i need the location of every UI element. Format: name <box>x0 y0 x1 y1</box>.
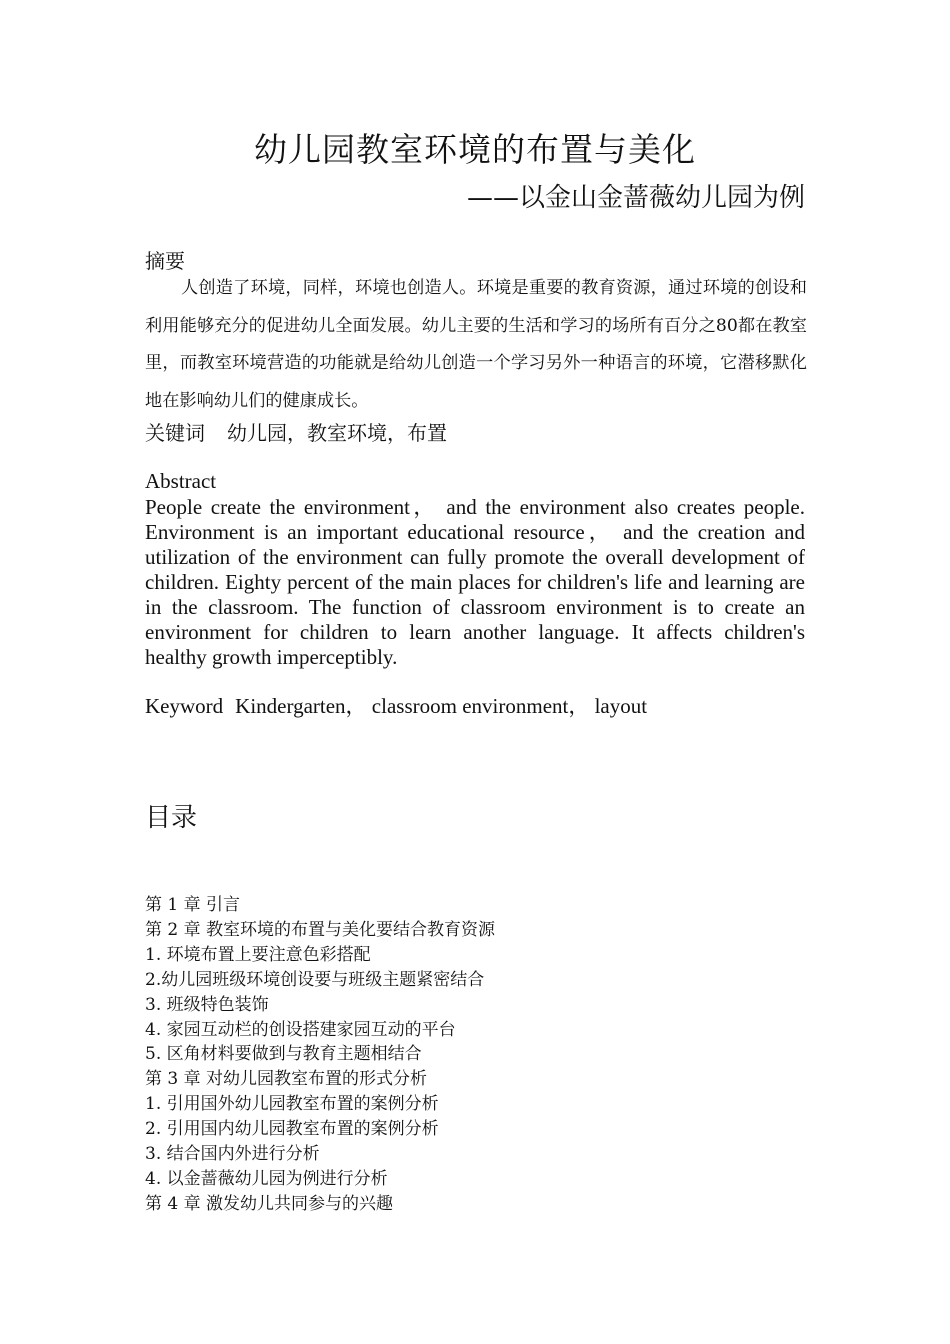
toc-item[interactable]: 2.幼儿园班级环境创设要与班级主题紧密结合 <box>145 969 485 990</box>
document-subtitle: ——以金山金蔷薇幼儿园为例 <box>466 183 805 213</box>
toc-item[interactable]: 第 1 章 引言 <box>145 895 241 915</box>
toc-item[interactable]: 2. 引用国内幼儿园教室布置的案例分析 <box>145 1119 439 1140</box>
abstract-en-body: People create the environment， and the environment also creates people. Environment is an important educational resource， and the creation and utilization of the environment can fully promote the overall development of children. Eighty percent of the main places for children's life and learning are in the classroom. The function of classroom environment is to create an environment for children to learn another language. It affects children's healthy growth imperceptibly. <box>145 495 805 669</box>
table-of-contents <box>145 893 785 1217</box>
keywords-en <box>145 694 659 719</box>
abstract-cn-body: 人创造了环境，同样，环境也创造人。环境是重要的教育资源，通过环境的创设和利用能够充分的促进幼儿全面发展。幼儿主要的生活和学习的场所有百分之80都在教室里，而教室环境营造的功能就是给幼儿创造一个学习另外一种语言的环境，它潜移默化地在影响幼儿们的健康成长。 <box>145 278 807 411</box>
toc-heading: 目录 <box>145 803 198 833</box>
toc-item[interactable]: 4. 家园互动栏的创设搭建家园互动的平台 <box>145 1019 456 1040</box>
toc-item[interactable]: 第 2 章 教室环境的布置与美化要结合教育资源 <box>145 919 496 940</box>
keywords-cn <box>145 418 447 448</box>
toc-item[interactable]: 3. 班级特色装饰 <box>145 994 269 1015</box>
toc-item[interactable]: 3. 结合国内外进行分析 <box>145 1144 320 1165</box>
keywords-cn-label: 关键词 <box>145 421 205 445</box>
toc-item[interactable]: 第 4 章 激发幼儿共同参与的兴趣 <box>145 1193 394 1214</box>
abstract-cn-heading: 摘要 <box>145 249 185 273</box>
abstract-en-heading: Abstract <box>145 469 217 493</box>
keywords-en-value: Kindergarten， classroom environment， layout <box>235 694 648 718</box>
toc-item[interactable]: 5. 区角材料要做到与教育主题相结合 <box>145 1044 422 1065</box>
toc-item[interactable]: 4. 以金蔷薇幼儿园为例进行分析 <box>145 1168 388 1189</box>
keywords-cn-value: 幼儿园，教室环境，布置 <box>227 421 447 445</box>
document-title: 幼儿园教室环境的布置与美化 <box>254 130 696 169</box>
toc-item[interactable]: 1. 环境布置上要注意色彩搭配 <box>145 944 371 965</box>
toc-item[interactable]: 1. 引用国外幼儿园教室布置的案例分析 <box>145 1094 439 1115</box>
keywords-en-label: Keyword <box>145 694 224 718</box>
toc-item[interactable]: 第 3 章 对幼儿园教室布置的形式分析 <box>145 1069 428 1090</box>
